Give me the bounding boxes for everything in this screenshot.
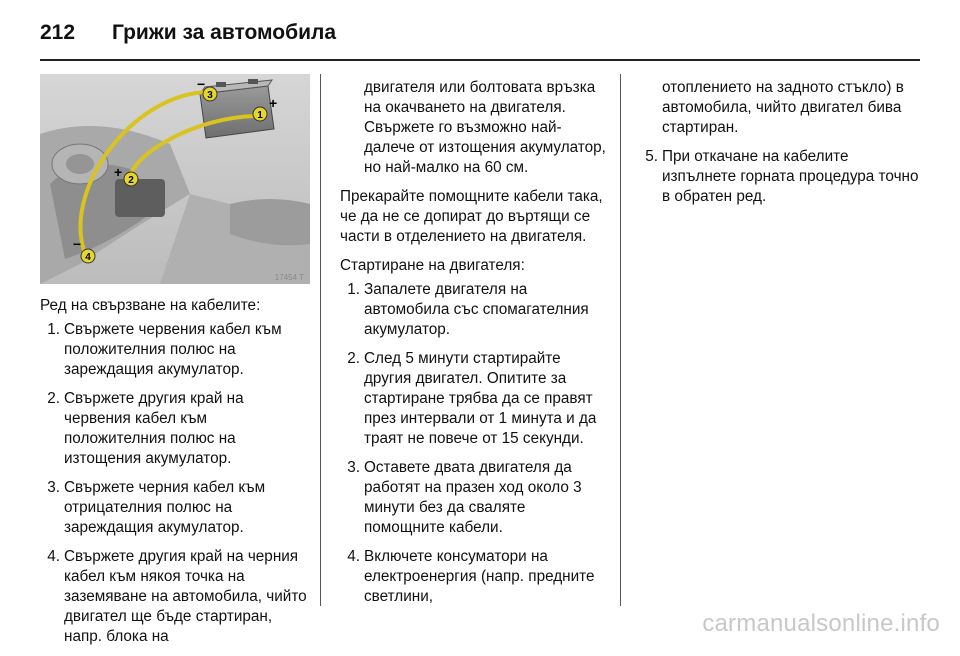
list-item: 2. Свържете другия край на червения кабел към положителния полюс на изтощения акумулатор. — [47, 390, 244, 467]
svg-text:3: 3 — [207, 90, 213, 101]
column-1 — [40, 296, 312, 656]
marker-1 — [253, 107, 267, 121]
cable-routing-paragraph: Прекарайте помощните кабели така, че да не се допират до въртящи се части в отделението на двигателя. — [340, 188, 603, 245]
list-item: 1. Свържете червения кабел към положителния полюс на зареждащия акумулатор. — [47, 321, 282, 378]
list-item: 3. Оставете двата двигателя да работят на празен ход около 3 минути без да сваляте помощните кабели. — [347, 459, 582, 536]
engine-bay-drawing — [40, 74, 310, 284]
column-2 — [340, 78, 608, 616]
list-item: 1. Запалете двигателя на автомобила със спомагателния акумулатор. — [347, 281, 589, 338]
column-3 — [638, 78, 920, 216]
marker-4 — [81, 249, 95, 263]
plus-sign-discharged: + — [114, 164, 123, 180]
page-number: 212 — [40, 21, 76, 44]
engine-start-heading: Стартиране на двигателя: — [340, 257, 525, 274]
page-title: Грижи за автомобила — [112, 21, 337, 44]
list-item: 4. Свържете другия край на черния кабел към някоя точка на заземяване на автомобила, чийто двигател ще бъде стартиран, напр. блока на — [47, 548, 307, 645]
continued-text: двигателя или болтовата връзка на окачването на двигателя. Свържете го възможно най-далече от изтощения акумулатор, но най-малко на 60 см. — [364, 79, 606, 176]
svg-text:2: 2 — [128, 175, 134, 186]
jump-start-illustration — [40, 74, 310, 284]
list-item: 4. Включете консуматори на електроенергия (напр. предните светлини, — [347, 548, 595, 605]
column-divider-right — [620, 74, 621, 606]
svg-text:4: 4 — [85, 252, 91, 263]
continued-text: отоплението на задното стъкло) в автомобила, чийто двигател бива стартиран. — [662, 79, 904, 136]
discharged-battery — [115, 179, 165, 217]
list-item: 5. При откачане на кабелите изпълнете горната процедура точно в обратен ред. — [645, 148, 919, 205]
column-divider-left — [320, 74, 321, 606]
minus-sign-battery: − — [197, 76, 206, 92]
plus-sign-battery: + — [269, 95, 278, 111]
marker-2 — [124, 172, 138, 186]
page-header — [40, 16, 336, 50]
figure-code: 17454 T — [274, 273, 304, 282]
connection-order-intro: Ред на свързване на кабелите: — [40, 297, 261, 314]
watermark-url: carmanualsonline.info — [702, 610, 940, 637]
svg-text:1: 1 — [257, 110, 263, 121]
minus-sign-ground: − — [73, 236, 82, 252]
list-item: 2. След 5 минути стартирайте другия двигател. Опитите за стартиране трябва да се правят през интервали от 1 минута и да траят не повече от 15 секунди. — [347, 350, 597, 447]
header-rule — [40, 59, 920, 61]
list-item: 3. Свържете черния кабел към отрицателния полюс на зареждащия акумулатор. — [47, 479, 266, 536]
